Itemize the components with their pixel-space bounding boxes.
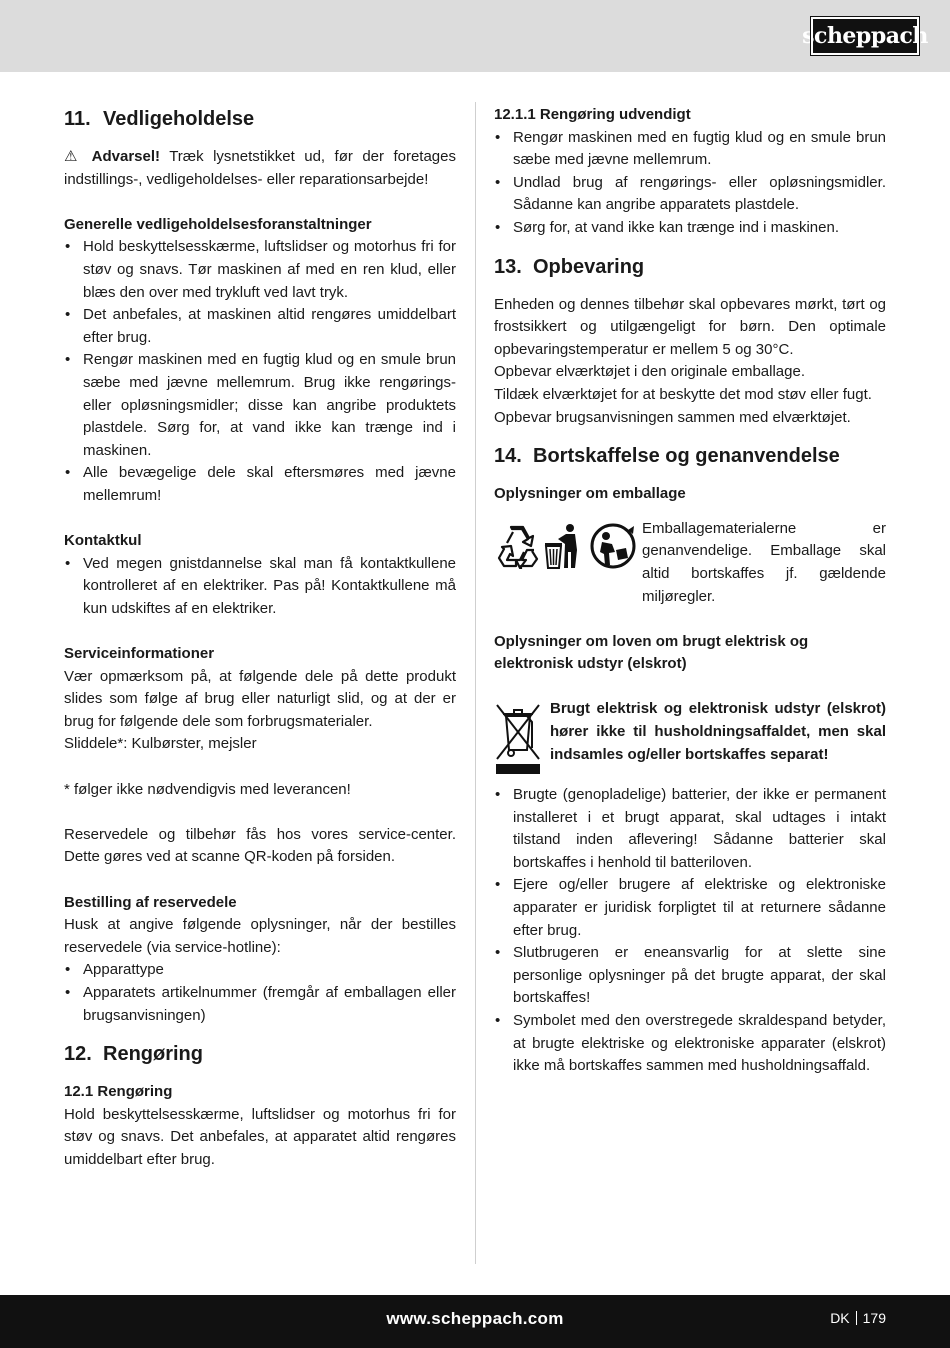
list-item: • Ejere og/eller brugere af elektriske og elektroniske apparater er juridisk forpligtet til at returnere sådanne efter brug. — [494, 874, 886, 942]
warning-triangle-icon: ⚠ — [64, 148, 83, 165]
disposal-list — [494, 784, 886, 1078]
left-column — [64, 104, 456, 1172]
packaging-heading: Oplysninger om emballage — [494, 485, 686, 503]
packaging-icons — [494, 518, 642, 570]
list-item: • Sørg for, at vand ikke kan trænge ind i maskinen. — [494, 217, 886, 240]
service-info-text: Vær opmærksom på, at følgende dele på dette produkt slides som følge af brug eller naturligt slid, og at der er brug for følgende dele som forbrugsmaterialer. — [64, 667, 456, 730]
list-item: • Undlad brug af rengørings- eller opløsningsmidler. Sådanne kan angribe apparatets plastdele. — [494, 172, 886, 217]
list-item: • Rengør maskinen med en fugtig klud og en smule brun sæbe med jævne mellemrum. Brug ikke rengørings- eller opløsningsmidler; disse kan angribe produktets plastdele. Sørg for, at vand ikke kan trænge ind i maskinen. — [64, 349, 456, 462]
packaging-info — [494, 518, 886, 608]
list-item: • Ved megen gnistdannelse skal man få kontaktkullene kontrolleret af en elektriker. Pas på! Kontaktkullene må kun udskiftes af en elektriker. — [64, 553, 456, 621]
section-12-title: 12. Rengøring — [64, 1043, 203, 1066]
warning-paragraph: ⚠ Advarsel! Træk lysnetstikket ud, før der foretages indstillings-, vedligeholdelses- eller reparationsarbejde! — [64, 148, 456, 188]
right-column — [494, 104, 886, 1078]
order-info-list — [64, 959, 456, 1027]
list-item: • Hold beskyttelsesskærme, luftslidser og motorhus fri for støv og snavs. Tør maskinen af med en ren klud, eller blæs den over med trykluft ved lavt tryk. — [64, 236, 456, 304]
cleaning-text: Hold beskyttelsesskærme, luftslidser og motorhus fri for støv og snavs. Det anbefales, at apparatet altid rengøres umiddelbart efter brug. — [64, 1105, 456, 1168]
storage-text-1: Enheden og dennes tilbehør skal opbevares mørkt, tørt og frostsikkert og utilgængeligt for børn. Den optimale opbevaringstemperatur er mellem 5 og 30°C. — [494, 295, 886, 358]
order-spare-parts-text: Husk at angive følgende oplysninger, når der bestilles reservedele (via service-hotline): — [64, 916, 456, 956]
list-item: • Alle bevægelige dele skal eftersmøres med jævne mellemrum! — [64, 462, 456, 507]
footnote-text: * følger ikke nødvendigvis med leverancen! — [64, 780, 351, 798]
recycle-icon — [494, 523, 540, 569]
section-13-title: 13. Opbevaring — [494, 255, 645, 278]
weee-law-heading: Oplysninger om loven om brugt elektrisk og elektronisk udstyr (elskrot) — [494, 632, 809, 673]
crossed-out-wheelie-bin-icon — [494, 702, 542, 776]
carbon-brushes-list — [64, 553, 456, 621]
list-item: • Apparatets artikelnummer (fremgår af emballagen eller brugsanvisningen) — [64, 982, 456, 1027]
list-item: • Brugte (genopladelige) batterier, der ikke er permanent installeret i et brugt apparat, skal udtages i intakt tilstand inden aflevering! Sådanne batterier skal bortskaffes i henhold til batteriloven. — [494, 784, 886, 874]
cleaning-subheading: 12.1 Rengøring — [64, 1083, 173, 1101]
wear-parts-text: Sliddele*: Kulbørster, mejsler — [64, 735, 257, 753]
list-item: • Slutbrugeren er eneansvarlig for at slette sine personlige oplysninger på det brugte apparat, der skal bortskaffes! — [494, 942, 886, 1010]
column-divider — [475, 102, 476, 1264]
section-14-title: 14. Bortskaffelse og genanvendelse — [494, 445, 840, 468]
website-link[interactable]: www.scheppach.com — [386, 1309, 564, 1328]
weee-notice — [494, 698, 886, 784]
section-11-title: 11. Vedligeholdelse — [64, 108, 255, 130]
list-item: • Symbolet med den overstregede skraldespand betyder, at brugte elektriske og elektroniske apparater (elskrot) ikke må bortskaffes sammen med husholdningsaffald. — [494, 1010, 886, 1078]
general-maintenance-list — [64, 236, 456, 507]
general-maintenance-heading: Generelle vedligeholdelsesforanstaltninger — [64, 215, 372, 233]
spare-parts-text: Reservedele og tilbehør fås hos vores service-center. Dette gøres ved at scanne QR-koden på forsiden. — [64, 825, 456, 866]
page-number: DK 179 — [830, 1310, 886, 1326]
storage-text-2: Opbevar elværktøjet i den originale emballage. — [494, 363, 805, 381]
storage-text-3: Tildæk elværktøjet for at beskytte det mod støv eller fugt. — [494, 385, 872, 403]
storage-text-4: Opbevar brugsanvisningen sammen med elværktøjet. — [494, 408, 851, 426]
packaging-text: Emballagematerialerne er genanvendelige. Emballage skal altid bortskaffes jf. gældende miljøregler. — [642, 519, 886, 605]
recycling-person-icon — [588, 522, 638, 570]
carbon-brushes-heading: Kontaktkul — [64, 532, 142, 550]
tidyman-bin-icon — [544, 522, 584, 570]
exterior-cleaning-heading: 12.1.1 Rengøring udvendigt — [494, 106, 691, 123]
exterior-cleaning-list — [494, 127, 886, 240]
list-item: • Apparattype — [64, 959, 456, 982]
list-item: • Det anbefales, at maskinen altid rengøres umiddelbart efter brug. — [64, 304, 456, 349]
order-spare-parts-heading: Bestilling af reservedele — [64, 893, 237, 911]
service-info-heading: Serviceinformationer — [64, 645, 215, 663]
list-item: • Rengør maskinen med en fugtig klud og en smule brun sæbe med jævne mellemrum. — [494, 127, 886, 172]
footer-bar — [0, 1295, 950, 1348]
header-bar — [0, 0, 950, 72]
brand-logo: scheppach — [811, 17, 919, 55]
weee-text: Brugt elektrisk og elektronisk udstyr (elskrot) hører ikke til husholdningsaffaldet, men skal indsamles og/eller bortskaffes separat! — [550, 700, 886, 763]
